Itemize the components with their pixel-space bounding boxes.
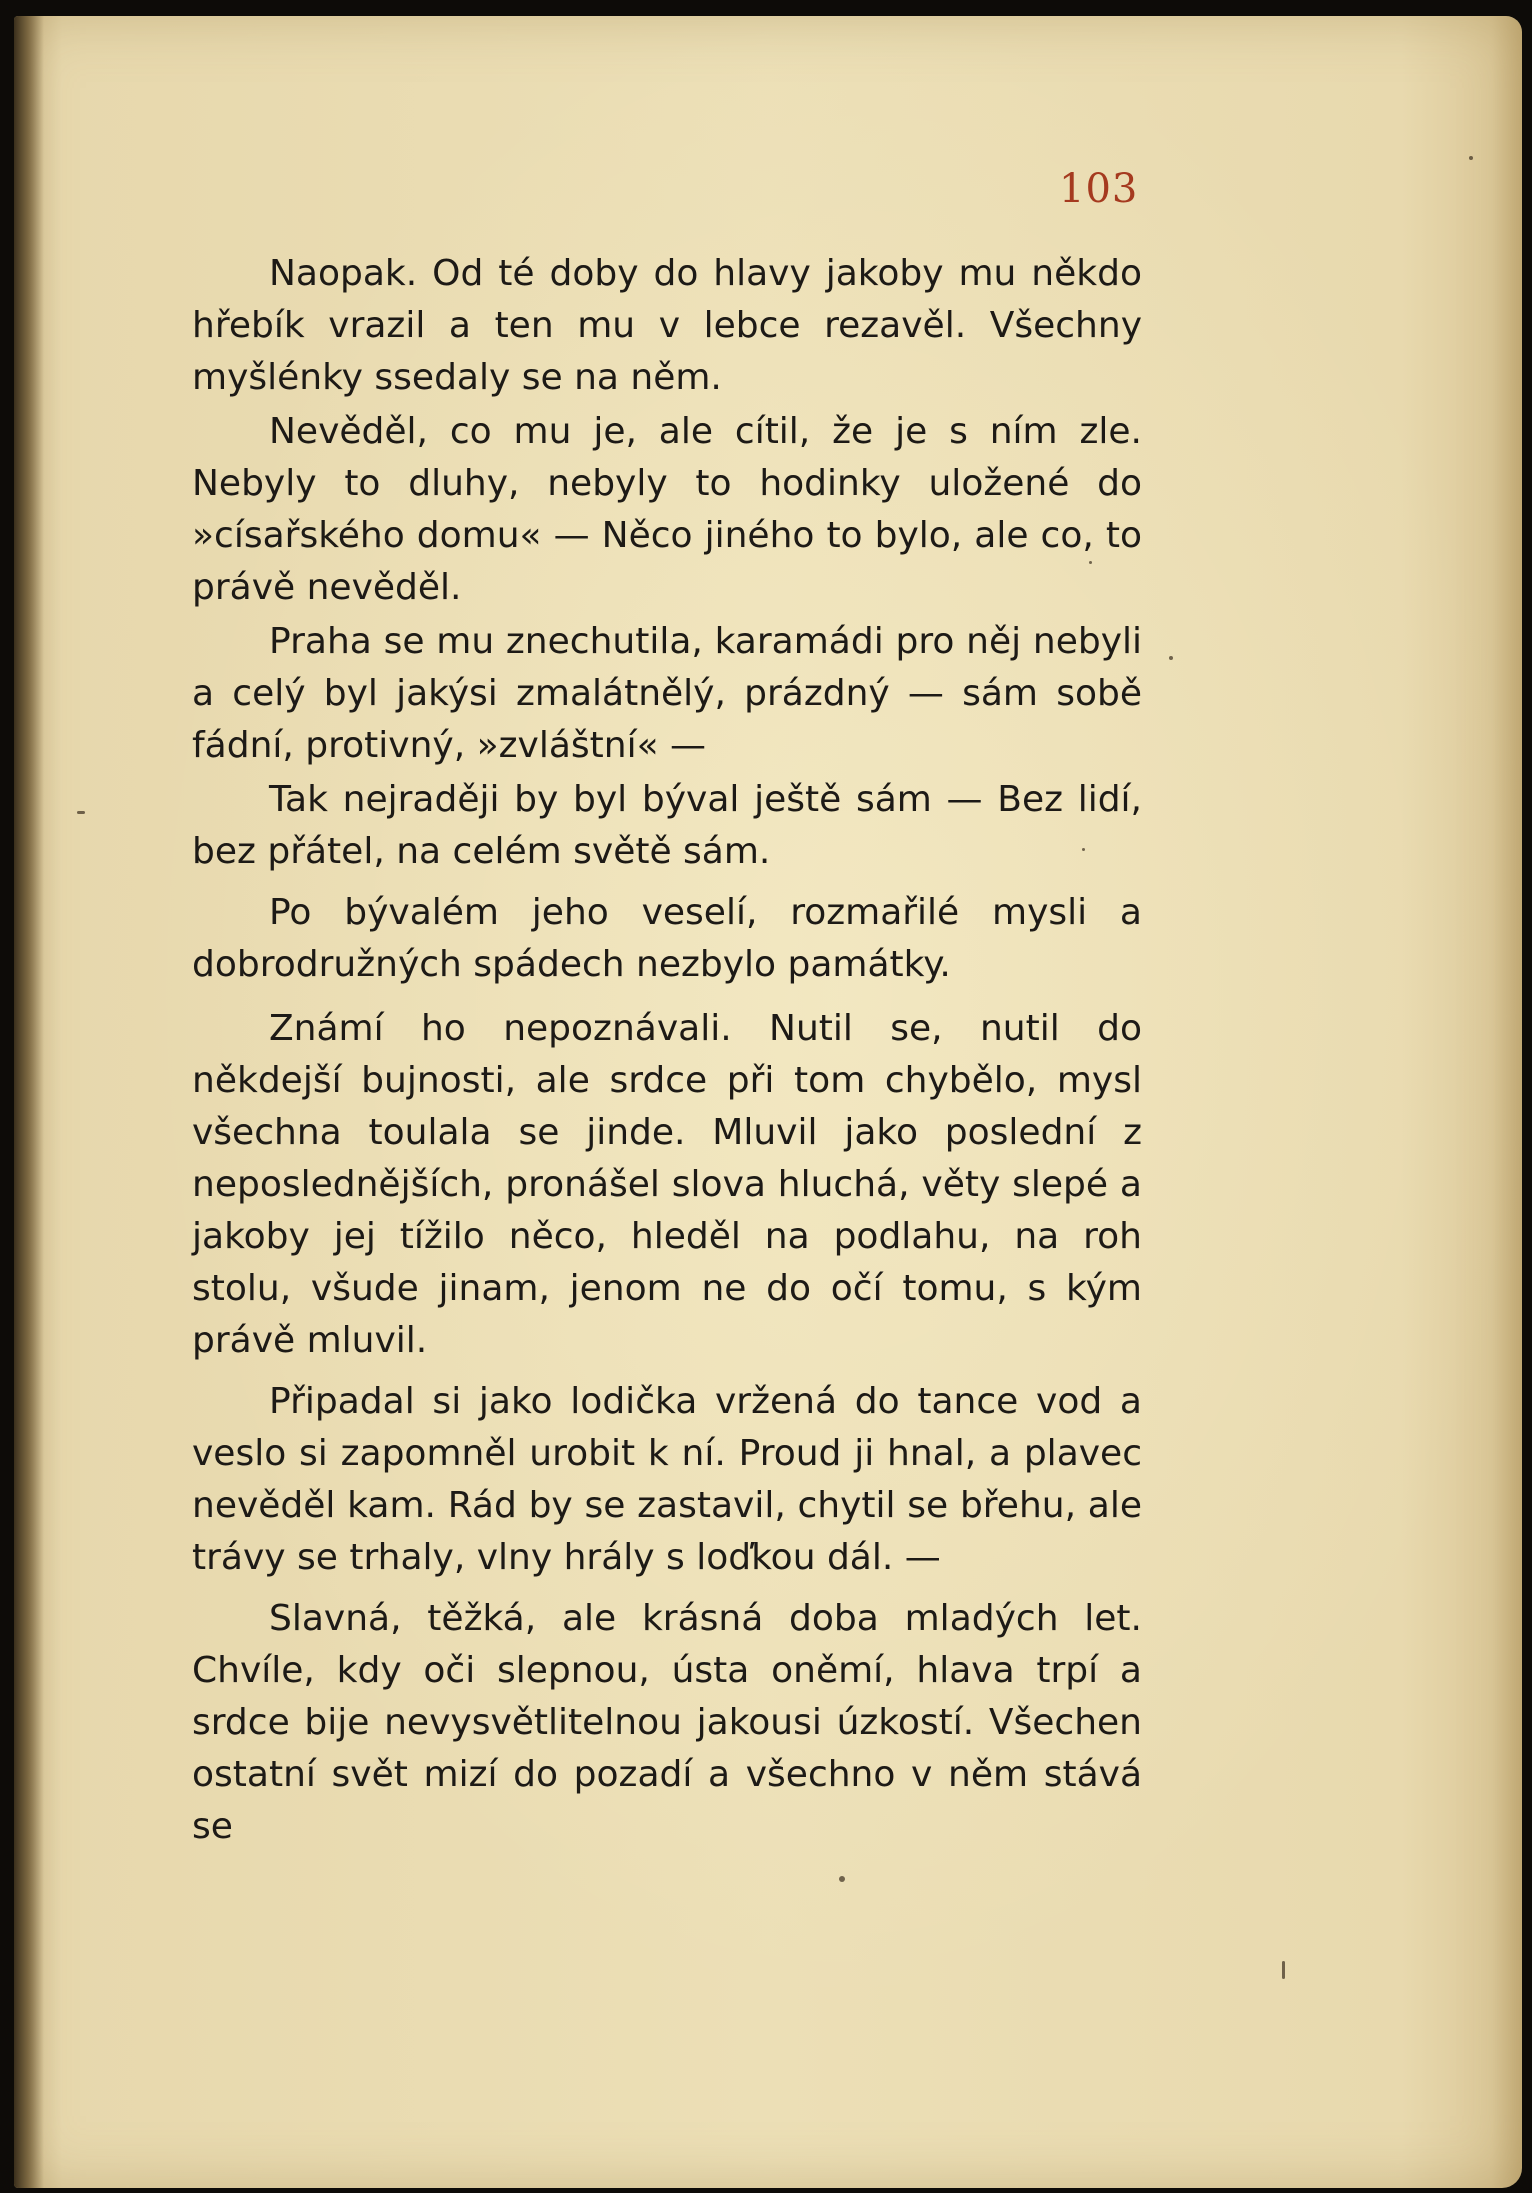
paragraph: Naopak. Od té doby do hlavy jakoby mu někdo hřebík vrazil a ten mu v lebce rezavěl. Všechny myšlénky ssedaly se na něm. [192,253,1142,398]
book-spine-shadow [14,16,44,2188]
book-page [14,16,1522,2188]
paper-speck [77,811,85,814]
paper-speck [1089,561,1092,564]
paper-speck [839,1876,845,1882]
paragraph: Nevěděl, co mu je, ale cítil, že je s ním zle. Nebyly to dluhy, nebyly to hodinky uložené do »císařského domu« — Něco jiného to bylo, ale co, to právě nevěděl. [192,411,1142,608]
paper-speck [1282,1961,1285,1979]
paragraph: Tak nejraději by byl býval ještě sám — Bez lidí, bez přátel, na celém světě sám. [192,779,1142,872]
paragraph: Připadal si jako lodička vržená do tance vod a veslo si zapomněl urobit k ní. Proud ji hnal, a plavec nevěděl kam. Rád by se zastavil, chytil se břehu, ale trávy se trhaly, vlny hrály s loďkou dál. — [192,1381,1142,1578]
body-text [192,248,1142,1853]
paper-speck [1082,848,1085,851]
paragraph: Po bývalém jeho veselí, rozmařilé mysli a dobrodružných spádech nezbylo památky. [192,892,1142,985]
paragraph: Slavná, těžká, ale krásná doba mladých let. Chvíle, kdy oči slepnou, ústa oněmí, hlava trpí a srdce bije nevysvětlitelnou jakousi úzkostí. Všechen ostatní svět mizí do pozadí a všechno v něm stává se [192,1598,1142,1847]
paper-speck [1169,656,1173,660]
page-number: 103 [1059,166,1139,212]
paragraph: Praha se mu znechutila, karamádi pro něj nebyli a celý byl jakýsi zmalátnělý, prázdný — sám sobě fádní, protivný, »zvláštní« — [192,621,1142,766]
paragraph: Známí ho nepoznávali. Nutil se, nutil do někdejší bujnosti, ale srdce při tom chybělo, mysl všechna toulala se jinde. Mluvil jako poslední z neposlednějších, pronášel slova hluchá, věty slepé a jakoby jej tížilo něco, hleděl na podlahu, na roh stolu, všude jinam, jenom ne do očí tomu, s kým právě mluvil. [192,1008,1142,1361]
paper-speck [1469,156,1473,160]
